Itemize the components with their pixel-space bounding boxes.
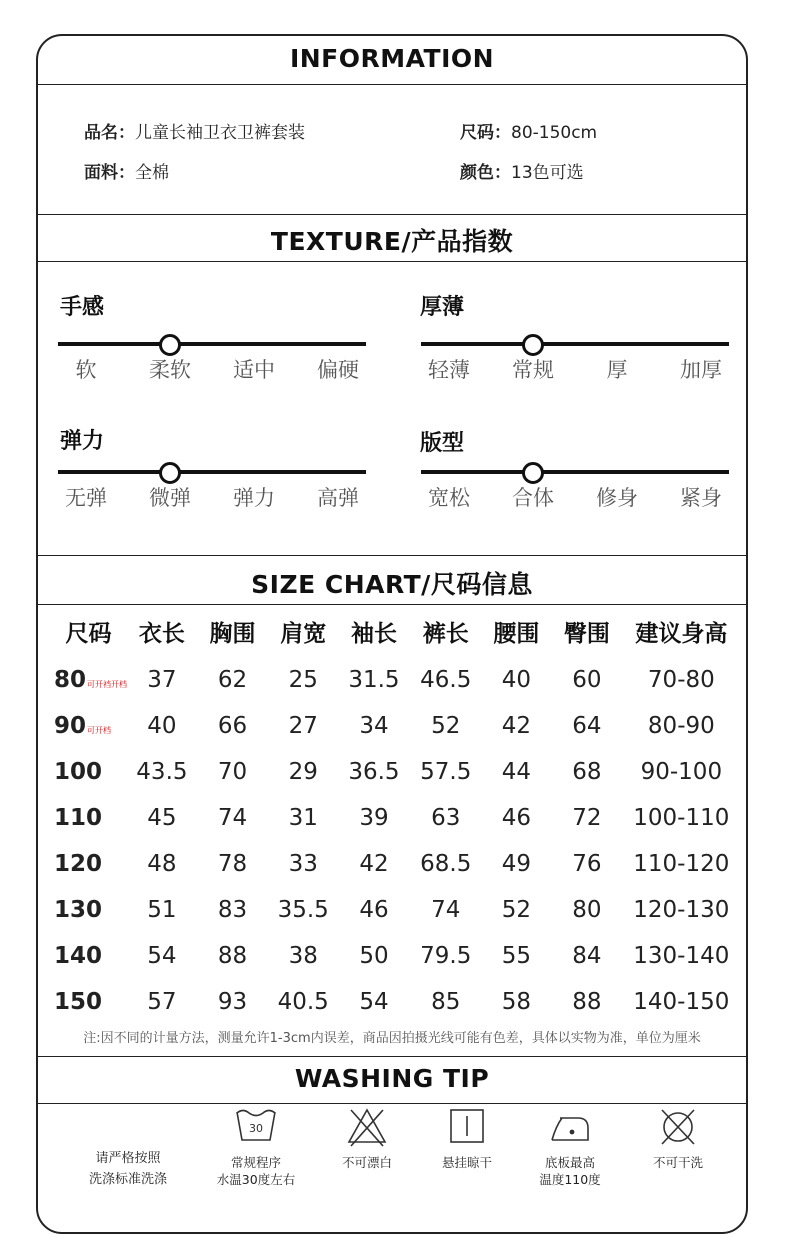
- measure-cell: 88: [572, 989, 602, 1015]
- measure-cell: 55: [501, 943, 532, 969]
- measure-cell: 31: [288, 805, 318, 831]
- size-note-tag: 可开档: [87, 726, 112, 735]
- measure-cell: 110-120: [633, 851, 730, 877]
- washing-intro: [68, 1148, 188, 1190]
- scale-selected-marker: [159, 334, 181, 356]
- measure-cell: 54: [359, 989, 389, 1015]
- wash-tip-30: [201, 1106, 311, 1188]
- wash-30-icon: [234, 1106, 278, 1146]
- size-table-header-cell: 胸围: [209, 620, 256, 647]
- divider: [38, 84, 746, 85]
- measure-cell: 43.5: [136, 759, 188, 785]
- measure-cell: 84: [572, 943, 602, 969]
- product-size: [460, 118, 597, 143]
- measure-cell: 68.5: [420, 851, 472, 877]
- measure-cell: 36.5: [348, 759, 400, 785]
- size-table-header-cell: 尺码: [65, 620, 112, 647]
- measure-cell: 70-80: [647, 667, 715, 693]
- divider: [38, 261, 746, 262]
- measure-cell: 35.5: [277, 897, 329, 923]
- wash-tip-no-bleach: [312, 1106, 422, 1171]
- measure-cell: 58: [501, 989, 532, 1015]
- measure-cell: 70: [217, 759, 248, 785]
- scale-selected-marker: [159, 462, 181, 484]
- scale-selected-marker: [522, 462, 544, 484]
- measure-cell: 130-140: [633, 943, 730, 969]
- size-value: 140: [54, 943, 103, 969]
- measure-cell: 39: [359, 805, 389, 831]
- size-table-header-cell: 裤长: [422, 620, 469, 647]
- scale-track: [421, 342, 729, 346]
- divider: [38, 555, 746, 556]
- measure-cell: 76: [572, 851, 602, 877]
- table-row: [50, 703, 740, 749]
- measure-cell: 63: [431, 805, 461, 831]
- scale-option: 合体: [512, 486, 554, 510]
- wash-tip-caption: 常规程序 水温30度左右: [216, 1155, 296, 1187]
- measure-cell: 52: [501, 897, 532, 923]
- size-value: 80: [54, 667, 87, 693]
- measure-cell: 64: [572, 713, 602, 739]
- scale-option: 宽松: [428, 486, 470, 510]
- measure-cell: 68: [572, 759, 602, 785]
- measure-cell: 80-90: [647, 713, 715, 739]
- size-cell: [50, 887, 127, 933]
- divider: [38, 1056, 746, 1057]
- scale-option: 柔软: [149, 358, 191, 382]
- measure-cell: 85: [431, 989, 461, 1015]
- measure-cell: 48: [147, 851, 177, 877]
- measure-cell: 42: [359, 851, 389, 877]
- measure-cell: 40: [147, 713, 177, 739]
- product-fabric-value: 全棉: [135, 163, 169, 183]
- product-name: [84, 118, 305, 143]
- measure-cell: 93: [217, 989, 248, 1015]
- wash-tip-iron: [515, 1106, 625, 1188]
- washing-intro-text: 请严格按照 洗涤标准洗涤: [88, 1151, 167, 1187]
- measure-cell: 42: [501, 713, 532, 739]
- table-row: [50, 979, 740, 1025]
- measure-cell: 46.5: [420, 667, 472, 693]
- product-size-key: 尺码：: [460, 123, 511, 143]
- size-table-header-cell: 腰围: [493, 620, 540, 647]
- size-table-header-cell: 肩宽: [280, 620, 327, 647]
- scale-option: 适中: [233, 358, 275, 382]
- scale-track: [58, 342, 366, 346]
- size-value: 90: [54, 713, 87, 739]
- texture-label-feel: 手感: [60, 295, 105, 320]
- size-value: 130: [54, 897, 103, 923]
- scale-option: 常规: [512, 358, 554, 382]
- measure-cell: 88: [217, 943, 248, 969]
- size-table-header-cell: 臀围: [563, 620, 610, 647]
- scale-option: 高弹: [317, 486, 359, 510]
- measure-cell: 38: [288, 943, 318, 969]
- measure-cell: 44: [501, 759, 532, 785]
- texture-scale-feel: [58, 334, 366, 394]
- measure-cell: 72: [572, 805, 602, 831]
- divider: [38, 214, 746, 215]
- measure-cell: 40: [501, 667, 532, 693]
- info-card: [36, 34, 748, 1234]
- measure-cell: 54: [147, 943, 177, 969]
- texture-label-thickness: 厚薄: [420, 295, 465, 320]
- measure-cell: 66: [217, 713, 248, 739]
- size-cell: [50, 749, 127, 795]
- texture-label-elasticity: 弹力: [60, 429, 105, 454]
- measure-cell: 33: [288, 851, 318, 877]
- table-row: [50, 795, 740, 841]
- product-size-value: 80-150cm: [511, 123, 598, 143]
- measure-cell: 49: [501, 851, 532, 877]
- measure-cell: 74: [431, 897, 461, 923]
- measure-cell: 46: [501, 805, 532, 831]
- measure-cell: 78: [217, 851, 248, 877]
- size-cell: [50, 979, 127, 1025]
- table-row: [50, 841, 740, 887]
- table-row: [50, 887, 740, 933]
- scale-option: 轻薄: [428, 358, 470, 382]
- texture-title: TEXTURE/产品指数: [270, 227, 514, 256]
- measure-cell: 57.5: [420, 759, 472, 785]
- size-cell: [50, 657, 127, 703]
- no-dry-clean-icon: [656, 1106, 700, 1148]
- wash-tip-caption: 悬挂晾干: [441, 1155, 492, 1170]
- size-cell: [50, 933, 127, 979]
- wash-tip-caption: 底板最高 温度110度: [539, 1155, 601, 1187]
- scale-option: 微弹: [149, 486, 191, 510]
- measure-cell: 140-150: [633, 989, 730, 1015]
- texture-scale-thickness: [421, 334, 729, 394]
- measure-cell: 29: [288, 759, 318, 785]
- size-table-header-cell: 袖长: [350, 620, 397, 647]
- measure-cell: 40.5: [277, 989, 329, 1015]
- measure-cell: 34: [359, 713, 389, 739]
- measure-cell: 120-130: [633, 897, 730, 923]
- measure-cell: 46: [359, 897, 389, 923]
- measure-cell: 52: [431, 713, 461, 739]
- measure-cell: 62: [217, 667, 248, 693]
- size-note-tag: 可开裆开档: [87, 680, 128, 689]
- product-color-key: 颜色：: [460, 163, 511, 183]
- wash-tip-caption: 不可干洗: [652, 1155, 703, 1170]
- measure-cell: 37: [147, 667, 177, 693]
- wash-tip-hang-dry: [412, 1106, 522, 1171]
- scale-track: [421, 470, 729, 474]
- wash-tip-no-dry-clean: [623, 1106, 733, 1171]
- information-title: INFORMATION: [289, 44, 495, 73]
- wash-temp-badge: 30: [249, 1122, 263, 1135]
- size-value: 100: [54, 759, 103, 785]
- measure-cell: 90-100: [640, 759, 723, 785]
- size-cell: [50, 841, 127, 887]
- measure-cell: 80: [572, 897, 602, 923]
- size-cell: [50, 703, 127, 749]
- wash-tip-caption: 不可漂白: [341, 1155, 392, 1170]
- scale-option: 偏硬: [317, 358, 359, 382]
- product-color-value: 13色可选: [511, 163, 584, 183]
- measure-cell: 31.5: [348, 667, 400, 693]
- texture-scale-elasticity: [58, 462, 366, 522]
- texture-label-fit: 版型: [420, 431, 465, 456]
- size-cell: [50, 795, 127, 841]
- product-color: [460, 158, 584, 183]
- measure-cell: 79.5: [420, 943, 472, 969]
- size-table-header-cell: 建议身高: [635, 620, 728, 647]
- measure-cell: 100-110: [633, 805, 730, 831]
- measure-cell: 51: [147, 897, 177, 923]
- product-fabric: [84, 158, 169, 183]
- measure-cell: 50: [359, 943, 389, 969]
- measure-cell: 45: [147, 805, 177, 831]
- washing-title: WASHING TIP: [294, 1064, 490, 1093]
- texture-scale-fit: [421, 462, 729, 522]
- iron-low-icon: [548, 1106, 592, 1148]
- scale-option: 无弹: [65, 486, 107, 510]
- product-name-value: 儿童长袖卫衣卫裤套装: [135, 123, 305, 143]
- measure-cell: 27: [288, 713, 318, 739]
- scale-option: 紧身: [680, 486, 722, 510]
- scale-option: 软: [75, 358, 97, 382]
- table-row: [50, 749, 740, 795]
- scale-option: 加厚: [680, 358, 722, 382]
- size-value: 120: [54, 851, 103, 877]
- table-row: [50, 933, 740, 979]
- product-name-key: 品名：: [84, 123, 135, 143]
- table-row: [50, 657, 740, 703]
- product-fabric-key: 面料：: [84, 163, 135, 183]
- scale-option: 弹力: [233, 486, 275, 510]
- size-value: 150: [54, 989, 103, 1015]
- measure-cell: 25: [288, 667, 318, 693]
- divider: [38, 1103, 746, 1104]
- no-bleach-icon: [345, 1106, 389, 1148]
- measure-cell: 83: [217, 897, 248, 923]
- size-table-header: [50, 605, 740, 657]
- measure-cell: 57: [147, 989, 177, 1015]
- scale-option: 厚: [606, 358, 628, 382]
- hang-dry-icon: [445, 1106, 489, 1148]
- measure-cell: 60: [572, 667, 602, 693]
- scale-track: [58, 470, 366, 474]
- scale-selected-marker: [522, 334, 544, 356]
- size-note: 注:因不同的计量方法，测量允许1-3cm内误差，商品因拍摄光线可能有色差，具体以实物为准，单位为厘米: [83, 1031, 701, 1046]
- size-table-header-cell: 衣长: [138, 620, 185, 647]
- size-value: 110: [54, 805, 103, 831]
- size-chart-title: SIZE CHART/尺码信息: [251, 570, 533, 599]
- scale-option: 修身: [596, 486, 638, 510]
- measure-cell: 74: [217, 805, 248, 831]
- size-table: [50, 605, 740, 1025]
